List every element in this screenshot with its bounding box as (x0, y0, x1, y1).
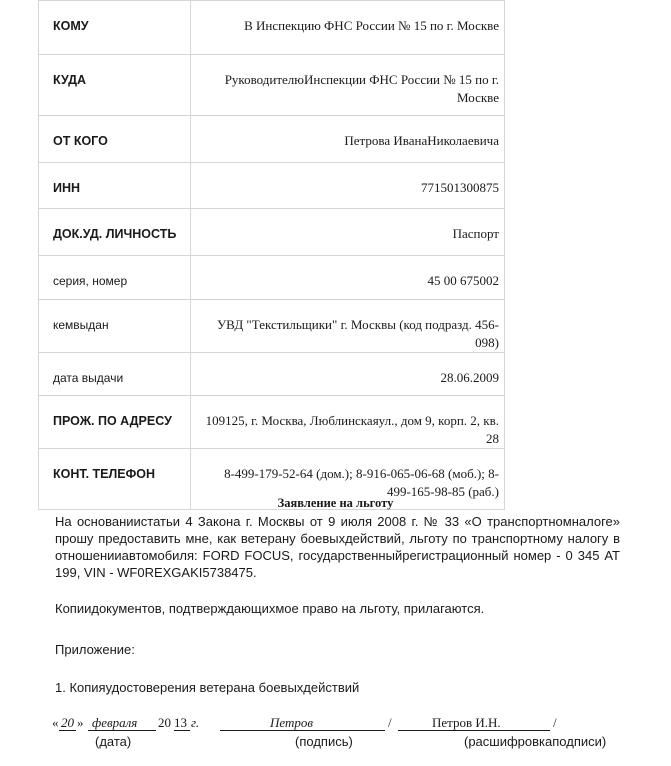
date-year-mark: г. (191, 715, 200, 730)
label-issue-date: дата выдачи (39, 353, 191, 396)
row-sender (39, 116, 505, 163)
date-year-prefix: 20 (158, 715, 171, 730)
row-series-number (39, 256, 505, 300)
date-month: февраля (92, 715, 138, 730)
row-issued-by (39, 300, 505, 353)
date-open-quote: « (52, 715, 59, 730)
appendix-heading: Приложение: (55, 642, 135, 657)
document-title: Заявление на льготу (277, 496, 394, 510)
value-series-number: 45 00 675002 (191, 256, 505, 300)
row-id-document (39, 209, 505, 256)
date-year-suffix: 13 (174, 715, 187, 730)
value-phone: 8-499-179-52-64 (дом.); 8-916-065-06-68 (моб.); 8-499-165-98-85 (раб.) (191, 449, 505, 510)
signature-value: Петров (270, 715, 314, 730)
year-underline (174, 730, 190, 731)
label-inn: ИНН (39, 163, 191, 209)
value-id-document: Паспорт (191, 209, 505, 256)
row-addressee (39, 55, 505, 116)
label-issued-by: кемвыдан (39, 300, 191, 353)
row-recipient (39, 1, 505, 55)
label-addressee: КУДА (39, 55, 191, 116)
value-addressee: РуководителюИнспекции ФНС России № 15 по г. Москве (191, 55, 505, 116)
name-underline (398, 730, 550, 731)
value-recipient: В Инспекцию ФНС России № 15 по г. Москве (191, 1, 505, 55)
row-address (39, 396, 505, 449)
day-underline (59, 730, 76, 731)
date-close-quote: » (77, 715, 84, 730)
label-address: ПРОЖ. ПО АДРЕСУ (39, 396, 191, 449)
row-inn (39, 163, 505, 209)
label-sender: ОТ КОГО (39, 116, 191, 163)
name-caption: (расшифровкаподписи) (464, 734, 607, 749)
value-inn: 771501300875 (191, 163, 505, 209)
signature-caption: (подпись) (295, 734, 353, 749)
row-issue-date (39, 353, 505, 396)
date-day: 20 (61, 715, 74, 730)
label-series-number: серия, номер (39, 256, 191, 300)
date-caption: (дата) (95, 734, 132, 749)
label-id-document: ДОК.УД. ЛИЧНОСТЬ (39, 209, 191, 256)
signature-underline (220, 730, 385, 731)
name-value: Петров И.Н. (432, 715, 501, 730)
applicant-info-table (38, 0, 505, 510)
signature-slash-1: / (388, 715, 392, 730)
value-issue-date: 28.06.2009 (191, 353, 505, 396)
signature-slash-2: / (553, 715, 557, 730)
value-address: 109125, г. Москва, Люблинскаяул., дом 9, корп. 2, кв. 28 (191, 396, 505, 449)
value-sender: Петрова ИванаНиколаевича (191, 116, 505, 163)
label-phone: КОНТ. ТЕЛЕФОН (39, 449, 191, 510)
label-recipient: КОМУ (39, 1, 191, 55)
attachments-paragraph: Копиидокументов, подтверждающихмое право на льготу, прилагаются. (55, 601, 485, 616)
month-underline (88, 730, 156, 731)
appendix-item: 1. Копияудостоверения ветерана боевыхдействий (55, 680, 360, 695)
request-paragraph: На основаниистатьи 4 Закона г. Москвы от 9 июля 2008 г. № 33 «О транспортномналоге» прошу предоставить мне, как ветерану боевыхдействий, льготу по транспортному налогу в отношенииавтомобиля: FORD FOCUS, государственныйрегистрационный номер - 0 345 АТ 199, VIN - WF0REXGAKI5738475. (55, 514, 620, 580)
value-issued-by: УВД "Текстильщики" г. Москвы (код подразд. 456-098) (191, 300, 505, 353)
